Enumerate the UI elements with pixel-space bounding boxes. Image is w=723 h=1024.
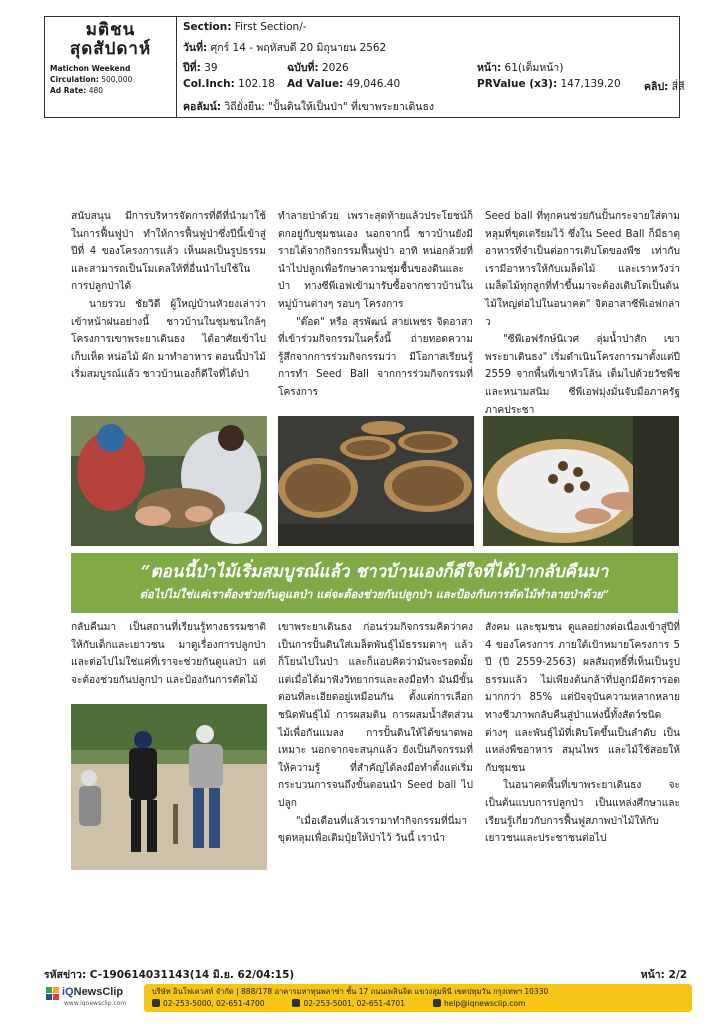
publisher-name: Matichon Weekend [50,64,131,73]
iqnewsclip-mark-icon [46,987,60,1001]
pull-quote-banner [71,553,678,613]
colinch-value: 102.18 [238,78,275,90]
brand-iq: iQ [62,986,74,998]
email-icon [433,999,441,1007]
news-id-value: C-190614031143(14 มิ.ย. 62/04:15) [89,969,295,981]
photo-seed-ball-trays [278,416,474,546]
page-count [641,966,687,983]
article-column-2-bottom [278,619,473,869]
date-label: วันที่: [183,42,208,54]
paragraph: ในอนาคตพื้นที่เขาพระยาเดินธง จะเป็นต้นแบบการปลูกป่า เป็นแหล่งศึกษาและเรียนรู้เกี่ยวกับการฟื้นฟูสภาพป่าไม้ให้กับเยาวชนและประชาชนต่อไป [485,780,680,845]
page-value: 61(เต็มหน้า) [504,62,564,74]
paragraph: ทำลายป่าด้วย เพราะสุดท้ายแล้วประโยชน์ก็ตกอยู่กับชุมชนเอง นอกจากนี้ ชาวบ้านยังมีรายได้จากกิจกรรมฟื้นฟูป่า อาทิ หน่อกล้วยที่นำไปปลูกเพื่อรักษาความชุ่มชื้นของดินและป่า ทางซีพีเอฟเข้ามารับซื้อจากชาวบ้านในหมู่บ้านต่างๆ รอบๆ โครงการ [278,211,473,310]
email-address[interactable]: help@iqnewsclip.com [443,999,526,1008]
section-value: First Section/- [234,21,307,33]
clipping-header [44,16,685,118]
fax-icon [292,999,300,1007]
paragraph: กลับคืนมา เป็นสถานที่เรียนรู้ทางธรรมชาติให้กับเด็กและเยาวชน มาดูเรื่องการปลูกป่า และต่อไปไม่ใช่แค่ที่เราจะช่วยกันดูแลป่า แต่จะต้องช่วยกันปลูกป่า และป้องกันการตัดไม้ [71,622,266,686]
adrate-label: Ad Rate: [50,86,87,95]
logo-line2: สุดสัปดาห์ [69,39,152,59]
phone-number: 02-253-5000, 02-651-4700 [163,999,265,1008]
company-address: บริษัท อินโฟเควสท์ จำกัด | 888/178 อาคารมหาทุนพลาซ่า ชั้น 17 ถนนเพลินจิต แขวงลุมพินี เขตปทุมวัน กรุงเทพฯ 10330 [152,987,549,996]
year-label: ปีที่: [183,62,201,74]
phone-icon [152,999,160,1007]
fax [292,998,404,1010]
article-column-1-bottom [71,619,266,694]
advalue-label: Ad Value: [287,78,344,90]
paragraph: นายรวบ ชัยวิดี ผู้ใหญ่บ้านหัวยงเล่าว่า เข้าหน้าฝนอย่างนี้ ชาวบ้านในชุมชนใกล้ๆ โครงการเขาพระยาเดินธง ได้อาศัยเข้าไปเก็บเห็ด หน่อไม้ ผัก มาทำอาหาร ตอนนี้ป่าไม้เริ่มสมบูรณ์แล้ว ชาวบ้านเองก็ดีใจที่ได้ป่า [71,298,266,381]
brand-url: www.iqnewsclip.com [64,1000,127,1007]
contact-bar [144,984,692,1012]
publication-logo-box [45,17,177,117]
column-value: วิถียั่งยืน: "ปั้นดินให้เป็นป่า" ที่เขาพระยาเดินธง [224,101,434,113]
issue-label: ฉบับที่: [287,62,319,74]
fax-number: 02-253-5001, 02-651-4701 [303,999,405,1008]
paragraph: "เมื่อเดือนที่แล้วเรามาทำกิจกรรมที่นี่มาขุดหลุมเพื่อเติมปุ๋ยให้ป่าไว้ วันนี้ เรานำ [278,815,468,845]
paragraph: สังคม และชุมชน ดูแลอย่างต่อเนื่องเข้าสู่ปีที่ 4 ของโครงการ ภายใต้เป้าหมายโครงการ 5 ปี (ปี 2559-2563) ผลสัมฤทธิ์ที่เห็นเป็นรูปธรรมแล้ว ไม่เพียงต้นกล้าที่ปลูกมีอัตรารอดมากกว่า 85% แต่ปัจจุบันความหลากหลายทางชีวภาพกลับคืนสู่ป่าแห่งนี้ทั้งสัตว์ชนิดต่างๆ และพันธุ์ไม้ที่เติบโตขึ้นเป็นลำดับ เป็นแหล่งพืชอาหาร สมุนไพร และไม้ใช้สอยให้กับชุมชน [485,622,680,774]
news-id [44,966,294,983]
paragraph: เขาพระยาเดินธง ก่อนร่วมกิจกรรมคิดว่าคงเป็นการปั้นดินใส่เมล็ดพันธุ์ไม้ธรรมดาๆ แล้วก็โยนไปในป่า และก็แอบคิดว่ามันจะรอดมั้ย แต่เมื่อได้มาฟังวิทยากรและลงมือทำ มันมีขั้นตอนที่ละเอียดอยู่เหมือนกัน ตั้งแต่การเลือกชนิดพันธุ์ไม้ การผสมดิน การผสมน้ำสัดส่วนไม้เพื่อกันแมลง การปั้นดินให้ได้ขนาดพอเหมาะ นอกจากจะสนุกแล้ว ยังเป็นกิจกรรมที่ให้ความรู้ ที่สำคัญได้ลงมือทำตั้งแต่เริ่มกระบวนการจนถึงขั้นตอนนำ Seed ball ไปปลูก [278,622,473,809]
article-column-3-bottom [485,619,680,869]
phone [152,998,264,1010]
clipping-info [177,17,685,117]
brand-rest: NewsClip [73,986,124,998]
iqnewsclip-logo [44,984,144,1012]
paragraph: สนับสนุน มีการบริหารจัดการที่ดีที่นำมาใช้ในการฟื้นฟูป่า ทำให้การฟื้นฟูป่าซึ่งปีนี้เข้าสู่ปีที่ 4 ของโครงการแล้ว เห็นผลเป็นรูปธรรม และสามารถเป็นโมเดลให้ที่อื่นนำไปใช้ในการปลูกป่าได้ [71,211,266,293]
news-id-label: รหัสข่าว: [44,969,87,981]
article-column-1-top [71,208,266,408]
prvalue-value: 147,139.20 [560,78,621,90]
photo-villagers-making-seed-balls [71,416,267,546]
clip-value: สี่สี [671,81,685,93]
circulation-value: 500,000 [101,75,133,84]
clip-label: คลิป: [644,81,669,93]
logo-line1: มติชน [85,20,136,40]
photo-volunteers-planting [71,704,267,870]
photo-hands-with-seed-balls [483,416,679,546]
paragraph: Seed ball ที่ทุกคนช่วยกันปั้นกระจายใส่ตามหลุมที่ขุดเตรียมไว้ ซึ่งใน Seed Ball ก็มีธาตุอาหารที่จำเป็นต่อการเติบโตของพืช เท่ากับเรามีอาหารให้กับเมล็ดไม้ และเราหวังว่าเมล็ดไม้ทุกลูกที่ทำขึ้นมาจะต้องเติบโตเป็นต้นไม้ใหญ่ต่อไปในอนาคต" จิตอาสาซีพีเอฟกล่าว [485,211,680,328]
page-label: หน้า: [477,62,502,74]
paragraph: "ต๊อด" หรือ สุรพัฒน์ สายเพชร จิตอาสาที่เข้าร่วมกิจกรรมในครั้งนี้ ถ่ายทอดความรู้สึกจากการร่วมกิจกรรมว่า มีโอกาสเรียนรู้การทำ Seed Ball จากการร่วมกิจกรรมที่โครงการ [278,316,473,398]
date-value: ศุกร์ 14 - พฤหัสบดี 20 มิถุนายน 2562 [210,42,387,54]
email[interactable] [433,998,525,1010]
article-column-3-top [485,208,680,416]
section-label: Section: [183,21,232,33]
paragraph: "ซีพีเอฟรักษ์นิเวศ ลุ่มน้ำป่าสัก เขาพระยาเดินธง" เริ่มดำเนินโครงการมาตั้งแต่ปี 2559 จากพื้นที่เขาหัวโล้น เต็มไปด้วยวัชพืชและหนามสนิม ซีพีเอฟมุ่งมั่นจับมือภาครัฐ ภาคประชา [485,334,680,416]
adrate-value: 480 [88,86,104,95]
colinch-label: Col.Inch: [183,78,235,90]
prvalue-label: PRValue (x3): [477,78,558,90]
pull-quote-line1: “ตอนนี้ป่าไม้เริ่มสมบูรณ์แล้ว ชาวบ้านเองก็ดีใจที่ได้ป่ากลับคืนมา [140,562,609,582]
article-column-2-top [278,208,473,408]
advalue-value: 49,046.40 [346,78,401,90]
page-count-label: หน้า: [640,969,665,981]
year-value: 39 [204,62,218,74]
pull-quote-line2: ต่อไปไม่ใช่แค่เราต้องช่วยกันดูแลป่า แต่จะต้องช่วยกันปลูกป่า และป้องกันการตัดไม้ทำลายป่าด้วย” [139,587,610,601]
circulation-label: Circulation: [50,75,99,84]
page-count-value: 2/2 [668,969,687,981]
column-label: คอลัมน์: [183,101,222,113]
issue-value: 2026 [321,62,349,74]
footer-bar [44,984,692,1012]
